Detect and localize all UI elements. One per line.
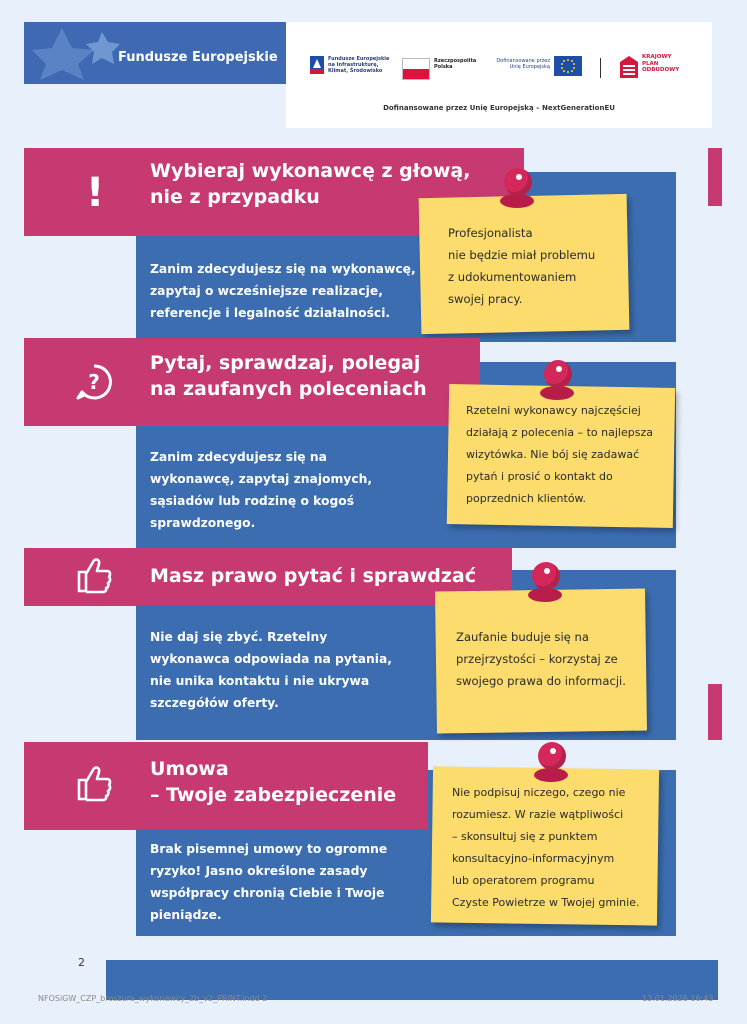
pin-icon <box>500 194 534 208</box>
svg-text:?: ? <box>88 370 100 394</box>
section-body: Brak pisemnej umowy to ogromne ryzyko! Jasno określone zasady współpracy chronią Ciebie i Twoje pieniądze. <box>150 842 388 922</box>
pin-icon <box>534 768 568 782</box>
edge-marker <box>708 684 722 740</box>
poland-logo-text: Rzeczpospolita Polska <box>434 58 477 70</box>
kpo-logo-text: KRAJOWY PLAN ODBUDOWY <box>642 54 680 73</box>
page-number: 2 <box>78 956 85 969</box>
poland-flag-icon <box>402 58 430 80</box>
sticky-note-text: Profesjonalista nie będzie miał problemu z udokumentowaniem swojej pracy. <box>448 226 596 306</box>
section-title: Wybieraj wykonawcę z głową, nie z przypadku <box>150 160 471 208</box>
section-body: Zanim zdecydujesz się na wykonawcę, zapytaj o wcześniejsze realizacje, referencje i legalność działalności. <box>150 262 416 320</box>
pin-icon <box>528 588 562 602</box>
pin-icon <box>540 386 574 400</box>
fe-logo-text: Fundusze Europejskie na Infrastrukturę, Klimat, Środowisko <box>328 56 390 74</box>
eu-stars-graphic <box>32 26 120 80</box>
pin-highlight <box>516 174 522 180</box>
kpo-logo-icon <box>620 56 638 78</box>
fe-logo-icon <box>310 56 324 74</box>
pin-icon <box>504 168 532 196</box>
eu-logo-text: Dofinansowane przez Unię Europejską <box>496 58 550 70</box>
print-date: 13.01.2026 16:43 <box>642 994 714 1003</box>
sticky-note-text: Nie podpisuj niczego, czego nie rozumiesz. W razie wątpliwości – skonsultuj się z punktem konsultacyjno-informacyjnym lub operatorem programu Czyste Powietrze w Twojej gminie. <box>452 786 640 909</box>
sticky-note-text: Zaufanie buduje się na przejrzystości – korzystaj ze swojego prawa do informacji. <box>456 630 626 688</box>
pin-icon <box>532 562 560 590</box>
pin-highlight <box>544 568 550 574</box>
section-body: Nie daj się zbyć. Rzetelny wykonawca odpowiada na pytania, nie unika kontaktu i nie ukrywa szczegółów oferty. <box>150 630 392 710</box>
edge-marker <box>708 148 722 206</box>
brand-title: Fundusze Europejskie <box>118 50 278 65</box>
section-title: Pytaj, sprawdzaj, polegaj na zaufanych poleceniach <box>150 352 427 400</box>
pin-icon <box>538 742 566 770</box>
thumbs-up-icon <box>76 764 112 802</box>
funded-line: Dofinansowane przez Unię Europejską – NextGenerationEU <box>383 104 615 112</box>
question-bubble-icon <box>74 362 114 402</box>
exclamation-icon: ! <box>86 170 105 216</box>
print-file-slug: NFOSiGW_CZP_broszura_wykonawcy_2b_v2_PRINT.indd 2 <box>38 994 268 1003</box>
logo-bar <box>286 22 712 128</box>
pin-icon <box>544 360 572 388</box>
logo-separator <box>600 58 601 78</box>
sticky-note-text: Rzetelni wykonawcy najczęściej działają z polecenia – to najlepsza wizytówka. Nie bój się zadawać pytań i prosić o kontakt do poprzednich klientów. <box>466 404 653 505</box>
section-title: Masz prawo pytać i sprawdzać <box>150 565 477 587</box>
section-title: Umowa – Twoje zabezpieczenie <box>150 758 397 806</box>
pin-highlight <box>556 366 562 372</box>
thumbs-up-icon <box>76 556 112 594</box>
section-body: Zanim zdecydujesz się na wykonawcę, zapytaj znajomych, sąsiadów lub rodzinę o kogoś sprawdzonego. <box>150 450 373 530</box>
pin-highlight <box>550 748 556 754</box>
eu-flag-icon <box>554 56 582 76</box>
